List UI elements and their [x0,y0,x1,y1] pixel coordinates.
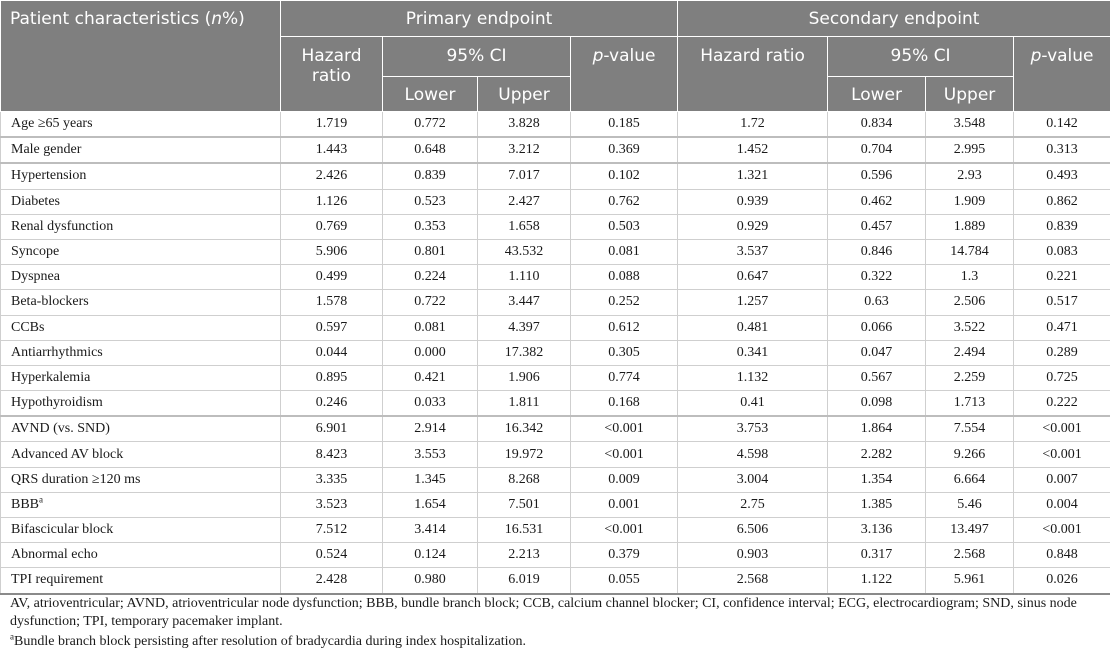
table-row [1,518,1110,543]
row-label: Hyperkalemia [1,365,281,390]
cell-ci-upper-secondary: 14.784 [926,239,1014,264]
cell-p-value-primary: 0.001 [571,492,678,517]
header-p-value-primary: p-value [571,37,678,112]
cell-p-value-secondary: 0.848 [1014,543,1110,568]
cell-hr-primary: 2.428 [281,568,383,594]
cell-p-value-secondary: <0.001 [1014,442,1110,467]
cell-hr-primary: 0.524 [281,543,383,568]
cell-ci-upper-primary: 1.811 [478,391,571,417]
cell-p-value-secondary: 0.222 [1014,391,1110,417]
row-label: Bifascicular block [1,518,281,543]
cell-ci-upper-primary: 8.268 [478,467,571,492]
table-row [1,365,1110,390]
table-header [1,1,1110,112]
table-row [1,239,1110,264]
cell-ci-upper-primary: 19.972 [478,442,571,467]
cell-p-value-primary: 0.102 [571,163,678,189]
cell-ci-lower-primary: 0.224 [383,265,478,290]
header-upper-primary: Upper [478,77,571,112]
cell-ci-upper-secondary: 5.46 [926,492,1014,517]
cell-ci-upper-primary: 17.382 [478,340,571,365]
cell-ci-upper-primary: 7.501 [478,492,571,517]
table-row [1,315,1110,340]
cell-hr-primary: 0.895 [281,365,383,390]
table-row [1,265,1110,290]
cell-hr-primary: 1.126 [281,189,383,214]
cell-p-value-secondary: 0.517 [1014,290,1110,315]
cell-p-value-primary: 0.088 [571,265,678,290]
cell-hr-primary: 7.512 [281,518,383,543]
table-row [1,492,1110,517]
cell-ci-upper-secondary: 2.568 [926,543,1014,568]
cell-hr-secondary: 1.257 [678,290,828,315]
cell-p-value-primary: 0.612 [571,315,678,340]
table-row [1,568,1110,594]
cell-hr-secondary: 0.481 [678,315,828,340]
cell-ci-lower-secondary: 0.462 [828,189,926,214]
header-p-value-secondary: p-value [1014,37,1110,112]
row-label: CCBs [1,315,281,340]
cell-ci-lower-primary: 0.000 [383,340,478,365]
header-hazard-ratio-primary: Hazard ratio [281,37,383,112]
cell-hr-secondary: 1.321 [678,163,828,189]
cell-ci-lower-secondary: 1.385 [828,492,926,517]
cell-ci-upper-secondary: 1.889 [926,214,1014,239]
row-label: Diabetes [1,189,281,214]
table-row [1,189,1110,214]
cell-p-value-secondary: 0.289 [1014,340,1110,365]
cell-ci-upper-secondary: 2.494 [926,340,1014,365]
cell-p-value-secondary: 0.725 [1014,365,1110,390]
row-label: QRS duration ≥120 ms [1,467,281,492]
cell-ci-lower-secondary: 1.122 [828,568,926,594]
cell-ci-lower-secondary: 0.317 [828,543,926,568]
cell-p-value-secondary: <0.001 [1014,518,1110,543]
cell-p-value-primary: 0.168 [571,391,678,417]
cell-ci-upper-primary: 7.017 [478,163,571,189]
cell-hr-secondary: 3.004 [678,467,828,492]
cell-ci-upper-secondary: 2.506 [926,290,1014,315]
cell-ci-upper-primary: 1.110 [478,265,571,290]
row-label: Hypertension [1,163,281,189]
cell-ci-upper-secondary: 6.664 [926,467,1014,492]
cell-ci-lower-secondary: 0.047 [828,340,926,365]
cell-hr-primary: 0.044 [281,340,383,365]
header-lower-secondary: Lower [828,77,926,112]
cell-hr-secondary: 0.647 [678,265,828,290]
cell-ci-upper-primary: 1.906 [478,365,571,390]
cell-ci-upper-secondary: 7.554 [926,416,1014,442]
row-label: Antiarrhythmics [1,340,281,365]
cell-ci-upper-primary: 4.397 [478,315,571,340]
cell-p-value-secondary: 0.083 [1014,239,1110,264]
table-row [1,340,1110,365]
cell-ci-lower-primary: 2.914 [383,416,478,442]
cell-p-value-secondary: 0.862 [1014,189,1110,214]
cell-hr-secondary: 3.753 [678,416,828,442]
cell-ci-upper-secondary: 2.259 [926,365,1014,390]
row-label: Age ≥65 years [1,112,281,138]
cell-p-value-primary: 0.081 [571,239,678,264]
table-row [1,163,1110,189]
row-label: Advanced AV block [1,442,281,467]
cell-hr-secondary: 2.75 [678,492,828,517]
cell-hr-secondary: 2.568 [678,568,828,594]
cell-ci-lower-secondary: 0.834 [828,112,926,138]
row-label: Beta-blockers [1,290,281,315]
table-row [1,137,1110,163]
row-label: AVND (vs. SND) [1,416,281,442]
cell-p-value-secondary: 0.471 [1014,315,1110,340]
cell-hr-secondary: 4.598 [678,442,828,467]
row-label: TPI requirement [1,568,281,594]
header-upper-secondary: Upper [926,77,1014,112]
table-row [1,112,1110,138]
cell-hr-secondary: 0.939 [678,189,828,214]
cell-hr-primary: 0.246 [281,391,383,417]
cell-hr-secondary: 0.903 [678,543,828,568]
footnote-abbreviations: AV, atrioventricular; AVND, atrioventricular node dysfunction; BBB, bundle branch block; CCB, calcium channel blocker; CI, confidence interval; ECG, electrocardiogram; SND, sinus node dysfunction; TPI, temporary pacemaker implant. [10,596,1077,629]
cell-ci-lower-secondary: 1.354 [828,467,926,492]
cell-ci-upper-primary: 3.828 [478,112,571,138]
cell-hr-primary: 1.578 [281,290,383,315]
footnote-a: $^a$Bundle branch block persisting after resolution of bradycardia during index hospitalization. [10,631,527,649]
cell-ci-upper-secondary: 1.3 [926,265,1014,290]
cell-ci-lower-secondary: 0.322 [828,265,926,290]
cell-ci-lower-primary: 3.414 [383,518,478,543]
cell-hr-secondary: 0.41 [678,391,828,417]
cell-ci-lower-primary: 0.801 [383,239,478,264]
row-label: Dyspnea [1,265,281,290]
cell-ci-lower-secondary: 0.567 [828,365,926,390]
cell-hr-primary: 3.523 [281,492,383,517]
cell-ci-lower-secondary: 0.846 [828,239,926,264]
row-label: Renal dysfunction [1,214,281,239]
cell-ci-lower-secondary: 2.282 [828,442,926,467]
cell-ci-lower-primary: 0.033 [383,391,478,417]
cell-hr-primary: 0.597 [281,315,383,340]
cell-p-value-primary: 0.762 [571,189,678,214]
cell-ci-lower-secondary: 0.704 [828,137,926,163]
cell-hr-primary: 8.423 [281,442,383,467]
table-row [1,214,1110,239]
cell-ci-lower-secondary: 0.066 [828,315,926,340]
cell-p-value-secondary: 0.221 [1014,265,1110,290]
cell-ci-upper-secondary: 3.548 [926,112,1014,138]
cell-ci-lower-primary: 0.772 [383,112,478,138]
table-row [1,467,1110,492]
header-lower-primary: Lower [383,77,478,112]
cell-hr-primary: 0.769 [281,214,383,239]
cell-hr-primary: 2.426 [281,163,383,189]
table-row [1,442,1110,467]
row-label: BBB$^a$ [1,492,281,517]
row-label: Abnormal echo [1,543,281,568]
header-primary-endpoint: Primary endpoint [281,1,678,37]
table-row [1,543,1110,568]
cell-hr-primary: 3.335 [281,467,383,492]
cell-p-value-primary: 0.774 [571,365,678,390]
cell-ci-upper-secondary: 5.961 [926,568,1014,594]
header-ci-primary: 95% CI [383,37,571,77]
cell-hr-secondary: 1.72 [678,112,828,138]
cell-ci-lower-primary: 0.722 [383,290,478,315]
cell-ci-lower-primary: 0.980 [383,568,478,594]
cell-ci-upper-primary: 2.427 [478,189,571,214]
table-row [1,391,1110,417]
cell-p-value-secondary: <0.001 [1014,416,1110,442]
cell-hr-primary: 1.719 [281,112,383,138]
cell-ci-lower-secondary: 0.098 [828,391,926,417]
cell-p-value-primary: 0.185 [571,112,678,138]
footnotes [10,595,1105,651]
cell-ci-upper-secondary: 2.93 [926,163,1014,189]
cell-ci-lower-secondary: 3.136 [828,518,926,543]
cell-hr-primary: 5.906 [281,239,383,264]
cell-p-value-primary: 0.503 [571,214,678,239]
row-label: Hypothyroidism [1,391,281,417]
cell-p-value-primary: 0.009 [571,467,678,492]
cell-ci-upper-primary: 2.213 [478,543,571,568]
cell-p-value-secondary: 0.026 [1014,568,1110,594]
cell-ci-upper-primary: 6.019 [478,568,571,594]
table-row [1,290,1110,315]
cell-p-value-primary: 0.305 [571,340,678,365]
cell-hr-primary: 6.901 [281,416,383,442]
cell-ci-upper-secondary: 1.909 [926,189,1014,214]
table-row [1,416,1110,442]
cell-ci-lower-primary: 3.553 [383,442,478,467]
cell-ci-lower-primary: 0.523 [383,189,478,214]
header-secondary-endpoint: Secondary endpoint [678,1,1110,37]
cell-ci-lower-primary: 1.345 [383,467,478,492]
header-hazard-ratio-secondary: Hazard ratio [678,37,828,112]
cell-ci-upper-primary: 3.212 [478,137,571,163]
cell-p-value-secondary: 0.142 [1014,112,1110,138]
cell-hr-primary: 0.499 [281,265,383,290]
cell-ci-upper-primary: 3.447 [478,290,571,315]
cell-p-value-primary: <0.001 [571,416,678,442]
table-body [1,112,1110,594]
cell-ci-lower-primary: 0.421 [383,365,478,390]
cell-ci-lower-primary: 0.839 [383,163,478,189]
cell-hr-secondary: 0.341 [678,340,828,365]
cell-ci-lower-primary: 0.081 [383,315,478,340]
cell-p-value-secondary: 0.007 [1014,467,1110,492]
cell-hr-secondary: 0.929 [678,214,828,239]
cell-hr-secondary: 3.537 [678,239,828,264]
cell-p-value-primary: 0.379 [571,543,678,568]
cell-ci-upper-secondary: 1.713 [926,391,1014,417]
cell-ci-upper-primary: 16.342 [478,416,571,442]
cell-ci-upper-primary: 16.531 [478,518,571,543]
cell-p-value-primary: <0.001 [571,442,678,467]
cell-p-value-secondary: 0.493 [1014,163,1110,189]
cell-ci-lower-secondary: 0.457 [828,214,926,239]
cell-hr-primary: 1.443 [281,137,383,163]
cell-ci-lower-secondary: 0.596 [828,163,926,189]
cell-hr-secondary: 1.132 [678,365,828,390]
cell-ci-lower-primary: 1.654 [383,492,478,517]
cell-hr-secondary: 1.452 [678,137,828,163]
cell-ci-upper-secondary: 13.497 [926,518,1014,543]
cell-ci-lower-secondary: 0.63 [828,290,926,315]
cell-hr-secondary: 6.506 [678,518,828,543]
cell-p-value-primary: 0.252 [571,290,678,315]
cell-p-value-primary: 0.369 [571,137,678,163]
header-patient-characteristics: Patient characteristics (n%) [1,1,281,112]
row-label: Syncope [1,239,281,264]
cell-ci-lower-secondary: 1.864 [828,416,926,442]
cell-p-value-secondary: 0.313 [1014,137,1110,163]
cell-p-value-secondary: 0.004 [1014,492,1110,517]
cell-ci-upper-secondary: 2.995 [926,137,1014,163]
header-ci-secondary: 95% CI [828,37,1014,77]
cell-p-value-primary: 0.055 [571,568,678,594]
cell-ci-lower-primary: 0.648 [383,137,478,163]
cell-ci-lower-primary: 0.353 [383,214,478,239]
cell-ci-upper-secondary: 3.522 [926,315,1014,340]
cell-ci-lower-primary: 0.124 [383,543,478,568]
cell-ci-upper-secondary: 9.266 [926,442,1014,467]
cell-p-value-primary: <0.001 [571,518,678,543]
cell-p-value-secondary: 0.839 [1014,214,1110,239]
row-label: Male gender [1,137,281,163]
cell-ci-upper-primary: 43.532 [478,239,571,264]
cell-ci-upper-primary: 1.658 [478,214,571,239]
